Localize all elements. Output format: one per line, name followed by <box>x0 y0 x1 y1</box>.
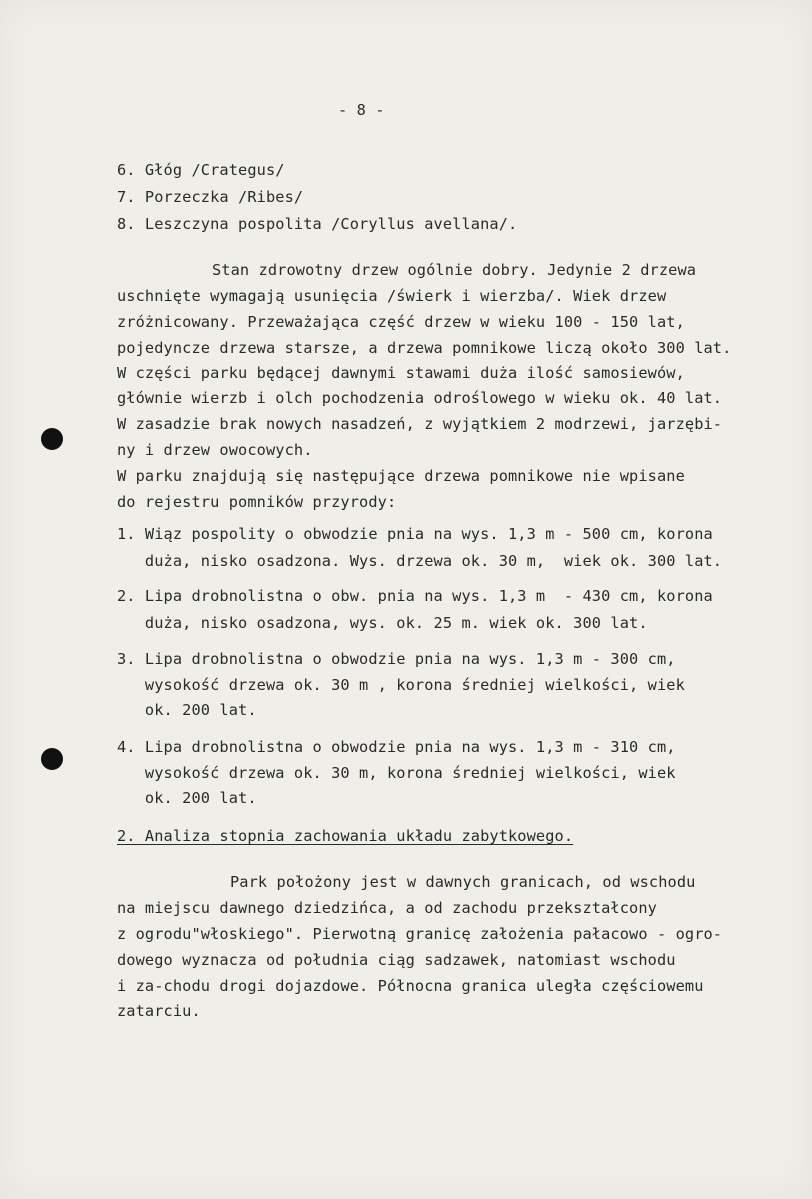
paragraph-line: W parku znajdują się następujące drzewa pomnikowe nie wpisane <box>117 467 685 485</box>
monument-item-line: 1. Wiąz pospolity o obwodzie pnia na wys. 1,3 m - 500 cm, korona <box>117 525 713 543</box>
monument-item-line: duża, nisko osadzona, wys. ok. 25 m. wiek ok. 300 lat. <box>117 614 648 632</box>
paragraph-line: W zasadzie brak nowych nasadzeń, z wyjątkiem 2 modrzewi, jarzębi- <box>117 415 723 433</box>
paragraph-line: i za-chodu drogi dojazdowe. Północna granica uległa częściowemu <box>117 977 704 995</box>
paragraph-line: z ogrodu"włoskiego". Pierwotną granicę założenia pałacowo - ogro- <box>117 925 723 943</box>
list-item: 7. Porzeczka /Ribes/ <box>117 188 304 206</box>
paragraph-line: głównie wierzb i olch pochodzenia odroślowego w wieku ok. 40 lat. <box>117 389 723 407</box>
paragraph-line: uschnięte wymagają usunięcia /świerk i wierzba/. Wiek drzew <box>117 287 667 305</box>
paragraph-line: na miejscu dawnego dziedzińca, a od zachodu przekształcony <box>117 899 657 917</box>
punch-hole-top <box>41 428 63 450</box>
paragraph-line: pojedyncze drzewa starsze, a drzewa pomnikowe liczą około 300 lat. <box>117 339 732 357</box>
paragraph-line: do rejestru pomników przyrody: <box>117 493 397 511</box>
section-heading: 2. Analiza stopnia zachowania układu zabytkowego. <box>117 827 574 845</box>
punch-hole-bottom <box>41 748 63 770</box>
paragraph-line: zróżnicowany. Przeważająca część drzew w wieku 100 - 150 lat, <box>117 313 685 331</box>
monument-item-line: 2. Lipa drobnolistna o obw. pnia na wys. 1,3 m - 430 cm, korona <box>117 587 713 605</box>
monument-item-line: duża, nisko osadzona. Wys. drzewa ok. 30 m, wiek ok. 300 lat. <box>117 552 723 570</box>
page-number: - 8 - <box>338 101 385 119</box>
paragraph-line: Stan zdrowotny drzew ogólnie dobry. Jedynie 2 drzewa <box>212 261 697 279</box>
monument-item-line: ok. 200 lat. <box>117 789 257 807</box>
monument-item-line: wysokość drzewa ok. 30 m, korona średniej wielkości, wiek <box>117 764 676 782</box>
monument-item-line: wysokość drzewa ok. 30 m , korona średniej wielkości, wiek <box>117 676 685 694</box>
monument-item-line: 4. Lipa drobnolistna o obwodzie pnia na wys. 1,3 m - 310 cm, <box>117 738 676 756</box>
monument-item-line: 3. Lipa drobnolistna o obwodzie pnia na wys. 1,3 m - 300 cm, <box>117 650 676 668</box>
paragraph-line: ny i drzew owocowych. <box>117 441 313 459</box>
paragraph-line: Park położony jest w dawnych granicach, od wschodu <box>230 873 696 891</box>
list-item: 8. Leszczyna pospolita /Coryllus avellana/. <box>117 215 518 233</box>
paragraph-line: W części parku będącej dawnymi stawami duża ilość samosiewów, <box>117 364 685 382</box>
monument-item-line: ok. 200 lat. <box>117 701 257 719</box>
paragraph-line: zatarciu. <box>117 1002 201 1020</box>
list-item: 6. Głóg /Crategus/ <box>117 161 285 179</box>
paragraph-line: dowego wyznacza od południa ciąg sadzawek, natomiast wschodu <box>117 951 676 969</box>
